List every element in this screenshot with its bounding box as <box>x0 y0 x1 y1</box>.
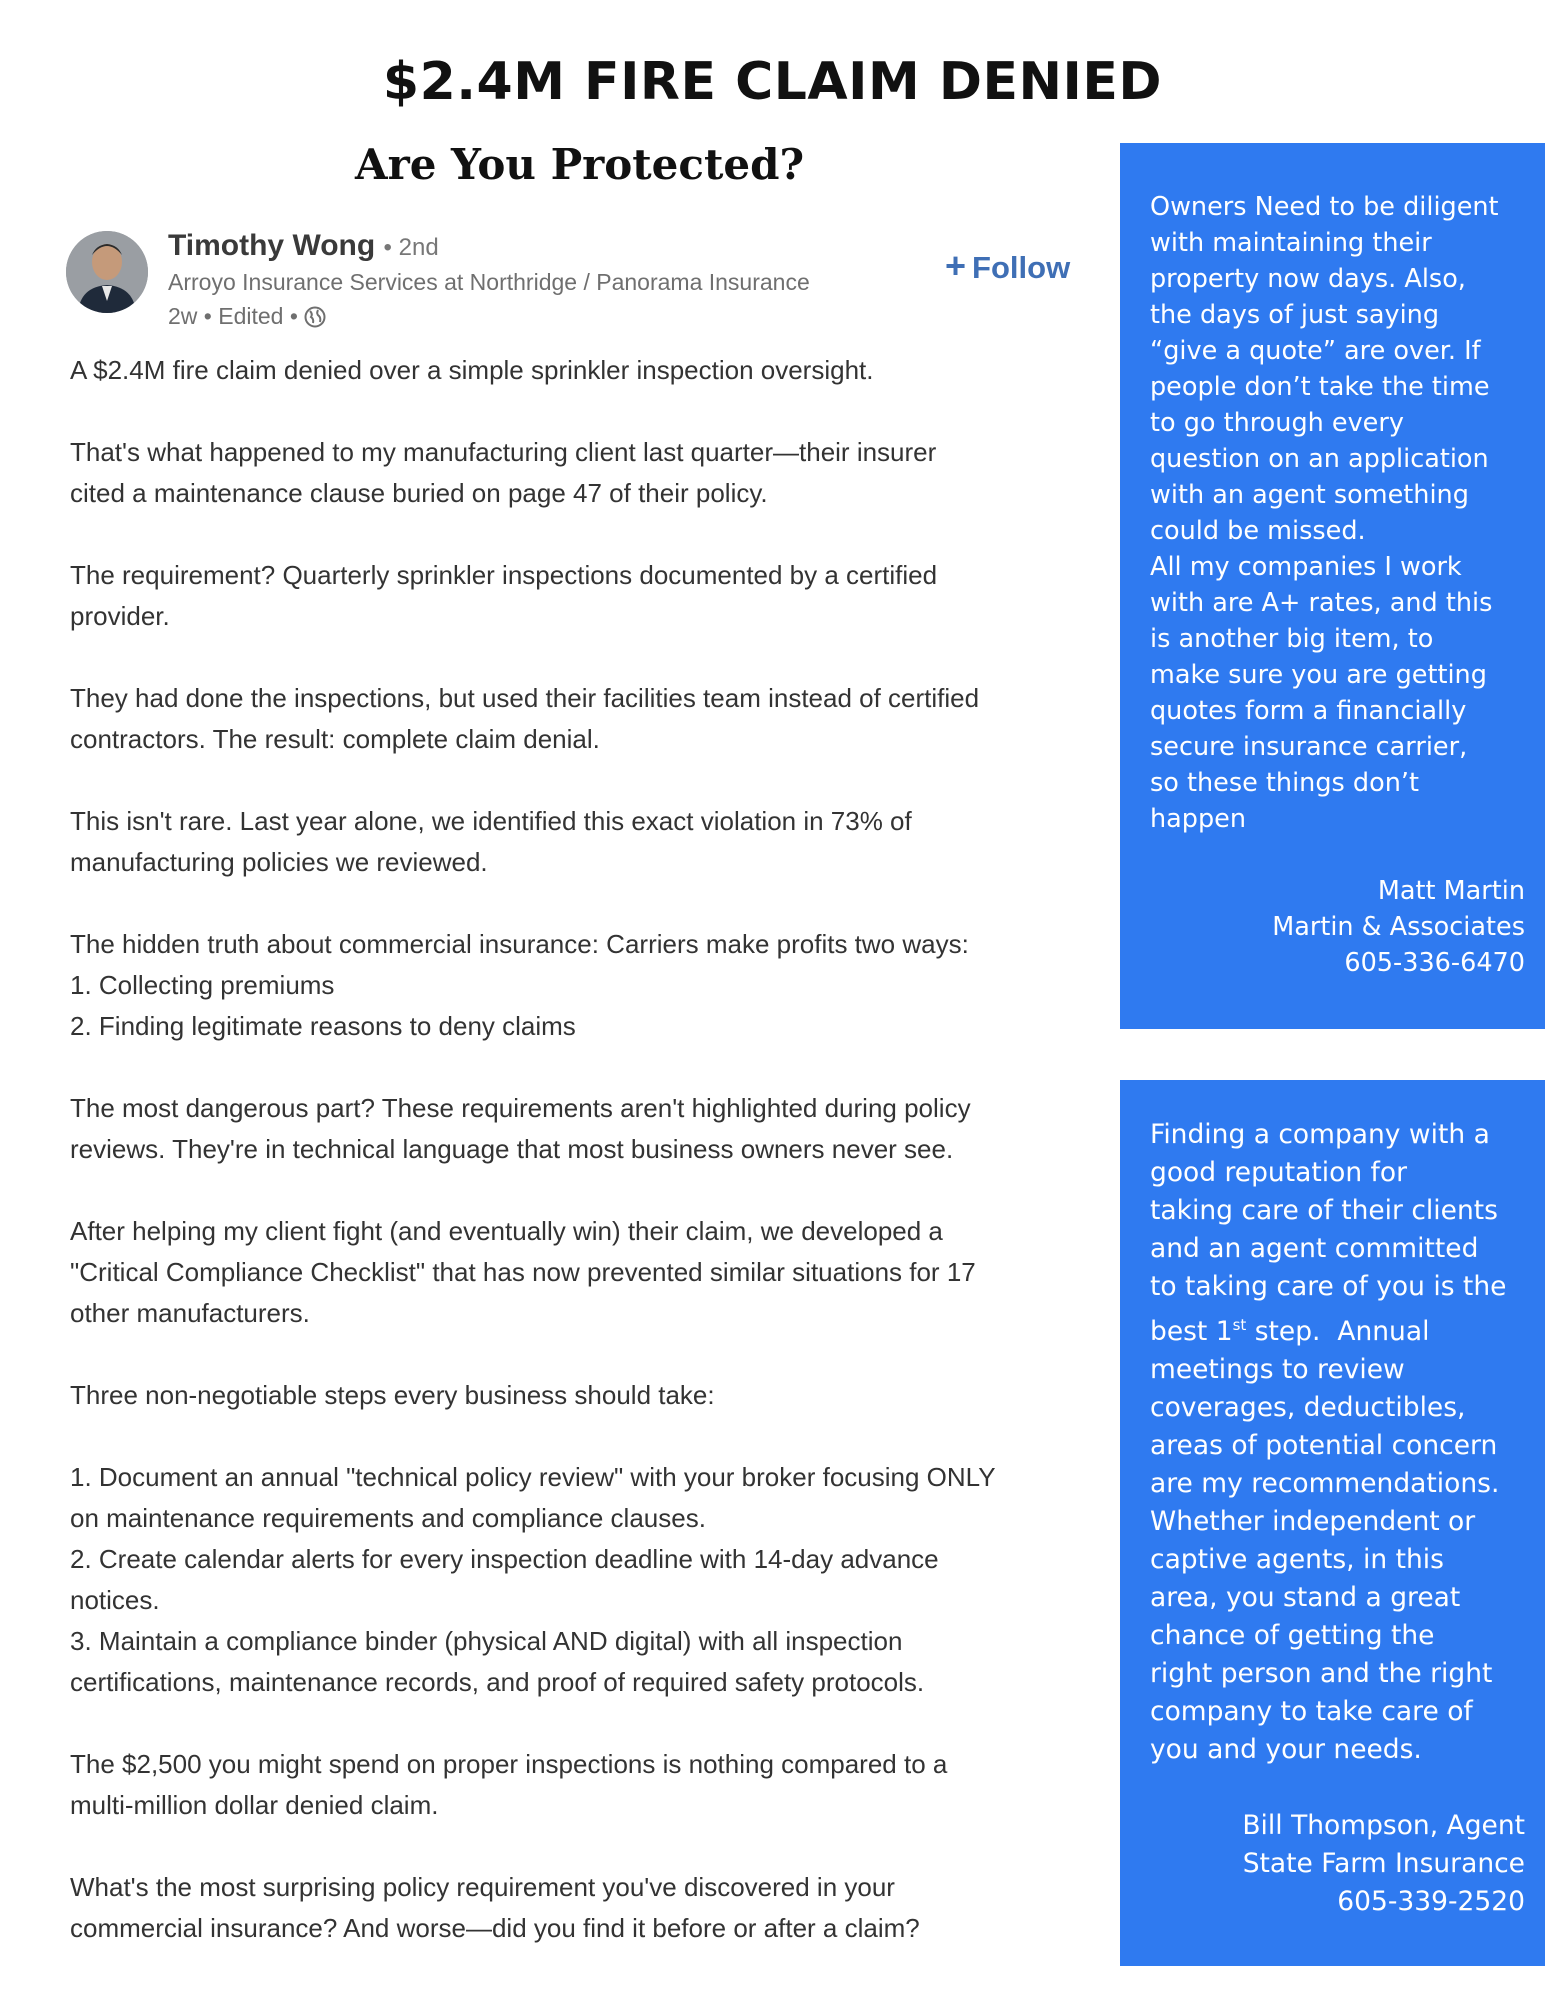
signature-line: State Farm Insurance <box>1242 1847 1525 1879</box>
sidebar-text-line: Whether independent or <box>1150 1505 1476 1537</box>
sidebar-text-line: All my companies I work <box>1150 552 1462 582</box>
sidebar-text-line: “give a quote” are over. If <box>1150 336 1481 366</box>
sidebar-text-line: chance of getting the <box>1150 1619 1435 1651</box>
post-paragraph <box>70 1744 1120 1826</box>
post-text-line: cited a maintenance clause buried on page 47 of their policy. <box>70 478 768 508</box>
sidebar-text-line: people don’t take the time <box>1150 372 1490 402</box>
sidebar-text-line: to taking care of you is the <box>1150 1271 1507 1302</box>
sidebar-text-line: with an agent something <box>1150 480 1469 510</box>
post-paragraph <box>70 801 1120 883</box>
sidebar-text-line: taking care of their clients <box>1150 1195 1498 1226</box>
sidebar-text-line: area, you stand a great <box>1150 1581 1461 1613</box>
sidebar-text-line: happen <box>1150 804 1247 834</box>
post-paragraph <box>70 432 1120 514</box>
signature-line: 605-339-2520 <box>1337 1885 1525 1917</box>
author-title: Arroyo Insurance Services at Northridge / Panorama Insurance <box>168 269 810 295</box>
post-paragraph <box>70 1375 1120 1416</box>
post-text-line: After helping my client fight (and eventually win) their claim, we developed a <box>70 1216 943 1246</box>
signature-line: 605-336-6470 <box>1344 948 1525 978</box>
post-text-line: This isn't rare. Last year alone, we identified this exact violation in 73% of <box>70 806 912 836</box>
best-prefix: best 1 <box>1150 1315 1233 1347</box>
post-text-line: contractors. The result: complete claim denial. <box>70 724 600 754</box>
sidebar-text-line: you and your needs. <box>1150 1733 1422 1765</box>
sidebar-text-line: are my recommendations. <box>1150 1467 1500 1499</box>
post-text-line: "Critical Compliance Checklist" that has now prevented similar situations for 17 <box>70 1257 976 1287</box>
page-headline: $2.4M FIRE CLAIM DENIED <box>382 52 1163 112</box>
follow-label: Follow <box>972 250 1071 285</box>
follow-button[interactable] <box>945 245 1070 287</box>
sidebar-text-line: the days of just saying <box>1150 300 1440 330</box>
signature-line: Bill Thompson, Agent <box>1242 1809 1525 1841</box>
sidebar-text-line: Finding a company with a <box>1150 1119 1490 1150</box>
post-text-line: other manufacturers. <box>70 1298 310 1328</box>
post-text-line: They had done the inspections, but used their facilities team instead of certified <box>70 683 980 713</box>
post-text-line: manufacturing policies we reviewed. <box>70 847 488 877</box>
post-paragraph <box>70 350 1120 391</box>
post-paragraph <box>70 678 1120 760</box>
avatar[interactable] <box>66 231 148 313</box>
post-text-line: 2. Finding legitimate reasons to deny claims <box>70 1011 576 1041</box>
post-text-line: multi-million dollar denied claim. <box>70 1790 439 1820</box>
sidebar-box-matt-martin <box>1120 143 1545 1029</box>
sidebar-text-line: and an agent committed <box>1150 1233 1479 1264</box>
sidebar-text-line: Owners Need to be diligent <box>1150 192 1499 222</box>
post-paragraph <box>70 1457 1120 1703</box>
signature-line: Martin & Associates <box>1272 912 1525 942</box>
post-paragraph <box>70 1088 1120 1170</box>
post-text-line: The hidden truth about commercial insurance: Carriers make profits two ways: <box>70 929 969 959</box>
post-text-line: Three non-negotiable steps every business should take: <box>70 1380 715 1410</box>
post-text-line: provider. <box>70 601 170 631</box>
sidebar-text-line: good reputation for <box>1150 1157 1407 1188</box>
sidebar-text-line: with are A+ rates, and this <box>1150 588 1493 618</box>
sidebar-text-line: areas of potential concern <box>1150 1429 1498 1461</box>
sidebar-text-line: company to take care of <box>1150 1695 1473 1727</box>
post-text-line: on maintenance requirements and compliance clauses. <box>70 1503 706 1533</box>
post-text-line: That's what happened to my manufacturing client last quarter—their insurer <box>70 437 937 467</box>
post-body <box>70 350 1120 1949</box>
post-text-line: commercial insurance? And worse—did you find it before or after a claim? <box>70 1913 920 1943</box>
sidebar-text-line: meetings to review <box>1150 1353 1405 1385</box>
connection-degree: • 2nd <box>383 234 439 261</box>
sidebar-text-line: secure insurance carrier, <box>1150 732 1468 762</box>
sidebar-text-line: right person and the right <box>1150 1657 1493 1689</box>
post-text-line: 2. Create calendar alerts for every inspection deadline with 14-day advance <box>70 1544 939 1574</box>
post-paragraph <box>70 924 1120 1047</box>
sidebar-text-line: quotes form a financially <box>1150 696 1467 726</box>
sidebar-text-line: is another big item, to <box>1150 624 1434 654</box>
post-header <box>60 225 1110 335</box>
sidebar-box-signature <box>1150 873 1525 981</box>
sidebar-text-line: coverages, deductibles, <box>1150 1391 1466 1423</box>
page-subheadline: Are You Protected? <box>355 140 805 189</box>
sidebar-text-line: could be missed. <box>1150 516 1366 546</box>
post-text-line: The $2,500 you might spend on proper inspections is nothing compared to a <box>70 1749 948 1779</box>
sidebar-text-line <box>1150 1306 1525 1351</box>
signature-line: Matt Martin <box>1377 876 1525 906</box>
post-paragraph <box>70 555 1120 637</box>
sidebar-box-signature <box>1150 1807 1525 1921</box>
post-paragraph <box>70 1867 1120 1949</box>
post-meta <box>168 303 326 330</box>
post-text-line: What's the most surprising policy requirement you've discovered in your <box>70 1872 895 1902</box>
sidebar-box-text <box>1150 1116 1525 1769</box>
sidebar-text-line: to go through every <box>1150 408 1404 438</box>
plus-icon: + <box>945 245 967 286</box>
post-meta-text: 2w • Edited • <box>168 303 298 329</box>
linkedin-post <box>60 225 1110 1943</box>
sidebar-text-line: question on an application <box>1150 444 1489 474</box>
sidebar-text-line: captive agents, in this <box>1150 1543 1444 1575</box>
sidebar-box-bill-thompson <box>1120 1080 1545 1966</box>
post-text-line: 3. Maintain a compliance binder (physical AND digital) with all inspection <box>70 1626 903 1656</box>
author-name-row <box>168 229 439 263</box>
post-text-line: certifications, maintenance records, and proof of required safety protocols. <box>70 1667 925 1697</box>
post-paragraph <box>70 1211 1120 1334</box>
post-text-line: reviews. They're in technical language that most business owners never see. <box>70 1134 954 1164</box>
sidebar-text-line: make sure you are getting <box>1150 660 1487 690</box>
sidebar-text-line: with maintaining their <box>1150 228 1432 258</box>
post-text-line: A $2.4M fire claim denied over a simple sprinkler inspection oversight. <box>70 355 874 385</box>
post-text-line: The most dangerous part? These requirements aren't highlighted during policy <box>70 1093 971 1123</box>
globe-icon <box>304 306 326 328</box>
post-text-line: notices. <box>70 1585 160 1615</box>
sidebar-text-line: property now days. Also, <box>1150 264 1466 294</box>
post-text-line: 1. Collecting premiums <box>70 970 335 1000</box>
sidebar-text-line: so these things don’t <box>1150 768 1419 798</box>
sidebar-box-text <box>1150 189 1525 837</box>
post-text-line: The requirement? Quarterly sprinkler inspections documented by a certified <box>70 560 938 590</box>
best-suffix: step. Annual <box>1246 1315 1430 1347</box>
ordinal-superscript: st <box>1232 1316 1247 1334</box>
post-text-line: 1. Document an annual "technical policy review" with your broker focusing ONLY <box>70 1462 996 1492</box>
author-name[interactable]: Timothy Wong <box>168 229 376 262</box>
